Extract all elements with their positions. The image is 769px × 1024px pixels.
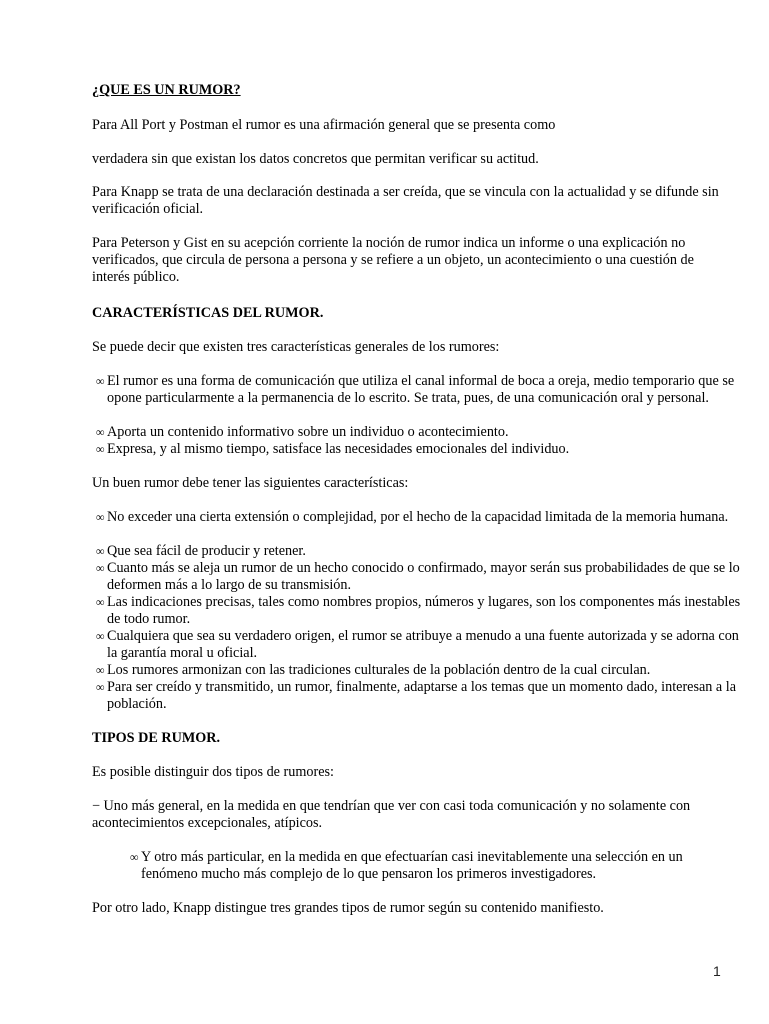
infinity-bullet-icon: ∞	[96, 374, 105, 388]
list-item: ∞ Las indicaciones precisas, tales como nombres propios, números y lugares, son los componentes más inestables de todo rumor.	[96, 594, 741, 627]
list-item: ∞ Para ser creído y transmitido, un rumor, finalmente, adaptarse a los temas que un momento dado, interesan a la población.	[96, 679, 737, 712]
infinity-bullet-icon: ∞	[96, 680, 105, 694]
infinity-bullet-icon: ∞	[96, 544, 105, 558]
paragraph-dos-tipos: Es posible distinguir dos tipos de rumores:	[92, 764, 334, 780]
list-item: ∞ Cuanto más se aleja un rumor de un hecho conocido o confirmado, mayor serán sus probabilidades de que se lo deformen más a lo largo de su transmisión.	[96, 560, 740, 593]
list-item: ∞ Que sea fácil de producir y retener.	[96, 543, 306, 559]
list-item-otro-mas-particular: ∞ Y otro más particular, en la medida en que efectuarían casi inevitablemente una selección en un fenómeno mucho más complejo de lo que pensaron los primeros investigadores.	[130, 849, 683, 882]
list-item: ∞ Aporta un contenido informativo sobre un individuo o acontecimiento.	[96, 424, 509, 440]
heading-caracteristicas: CARACTERÍSTICAS DEL RUMOR.	[92, 305, 324, 321]
paragraph-allport-postman: Para All Port y Postman el rumor es una afirmación general que se presenta como	[92, 117, 556, 133]
infinity-bullet-icon: ∞	[96, 510, 105, 524]
paragraph-knapp-tres-tipos: Por otro lado, Knapp distingue tres grandes tipos de rumor según su contenido manifiesto.	[92, 900, 604, 916]
infinity-bullet-icon: ∞	[96, 442, 105, 456]
list-item: ∞ Expresa, y al mismo tiempo, satisface las necesidades emocionales del individuo.	[96, 441, 570, 457]
paragraph-buen-rumor: Un buen rumor debe tener las siguientes características:	[92, 475, 409, 491]
infinity-bullet-icon: ∞	[96, 425, 105, 439]
paragraph-peterson-gist: Para Peterson y Gist en su acepción corriente la noción de rumor indica un informe o una explicación no verificados, que circula de persona a persona y se refiere a un objeto, un acontecimiento o una cuestión de interés público.	[92, 235, 694, 285]
infinity-bullet-icon: ∞	[96, 663, 105, 677]
paragraph-tres-caracteristicas: Se puede decir que existen tres características generales de los rumores:	[92, 339, 500, 355]
list-item: ∞ No exceder una cierta extensión o complejidad, por el hecho de la capacidad limitada de la memoria humana.	[96, 509, 729, 525]
heading-que-es-un-rumor: ¿QUE ES UN RUMOR?	[92, 82, 241, 98]
infinity-bullet-icon: ∞	[96, 561, 105, 575]
infinity-bullet-icon: ∞	[130, 850, 139, 864]
list-item: ∞ Los rumores armonizan con las tradiciones culturales de la población dentro de la cual circulan.	[96, 662, 651, 678]
paragraph-verdadera: verdadera sin que existan los datos concretos que permitan verificar su actitud.	[92, 151, 539, 167]
list-item: ∞ Cualquiera que sea su verdadero origen, el rumor se atribuye a menudo a una fuente autorizada y se adorna con la garantía moral u oficial.	[96, 628, 739, 661]
heading-tipos-de-rumor: TIPOS DE RUMOR.	[92, 730, 221, 746]
list-item: ∞ El rumor es una forma de comunicación que utiliza el canal informal de boca a oreja, medio temporario que se opone particularmente a la permanencia de lo escrito. Se trata, pues, de una comunicación oral y personal.	[96, 373, 735, 406]
paragraph-uno-mas-general: − Uno más general, en la medida en que tendrían que ver con casi toda comunicación y no solamente con acontecimientos excepcionales, atípicos.	[92, 798, 691, 831]
page-number: 1	[713, 963, 721, 979]
infinity-bullet-icon: ∞	[96, 595, 105, 609]
paragraph-knapp: Para Knapp se trata de una declaración destinada a ser creída, que se vincula con la actualidad y se difunde sin verificación oficial.	[92, 184, 719, 217]
infinity-bullet-icon: ∞	[96, 629, 105, 643]
